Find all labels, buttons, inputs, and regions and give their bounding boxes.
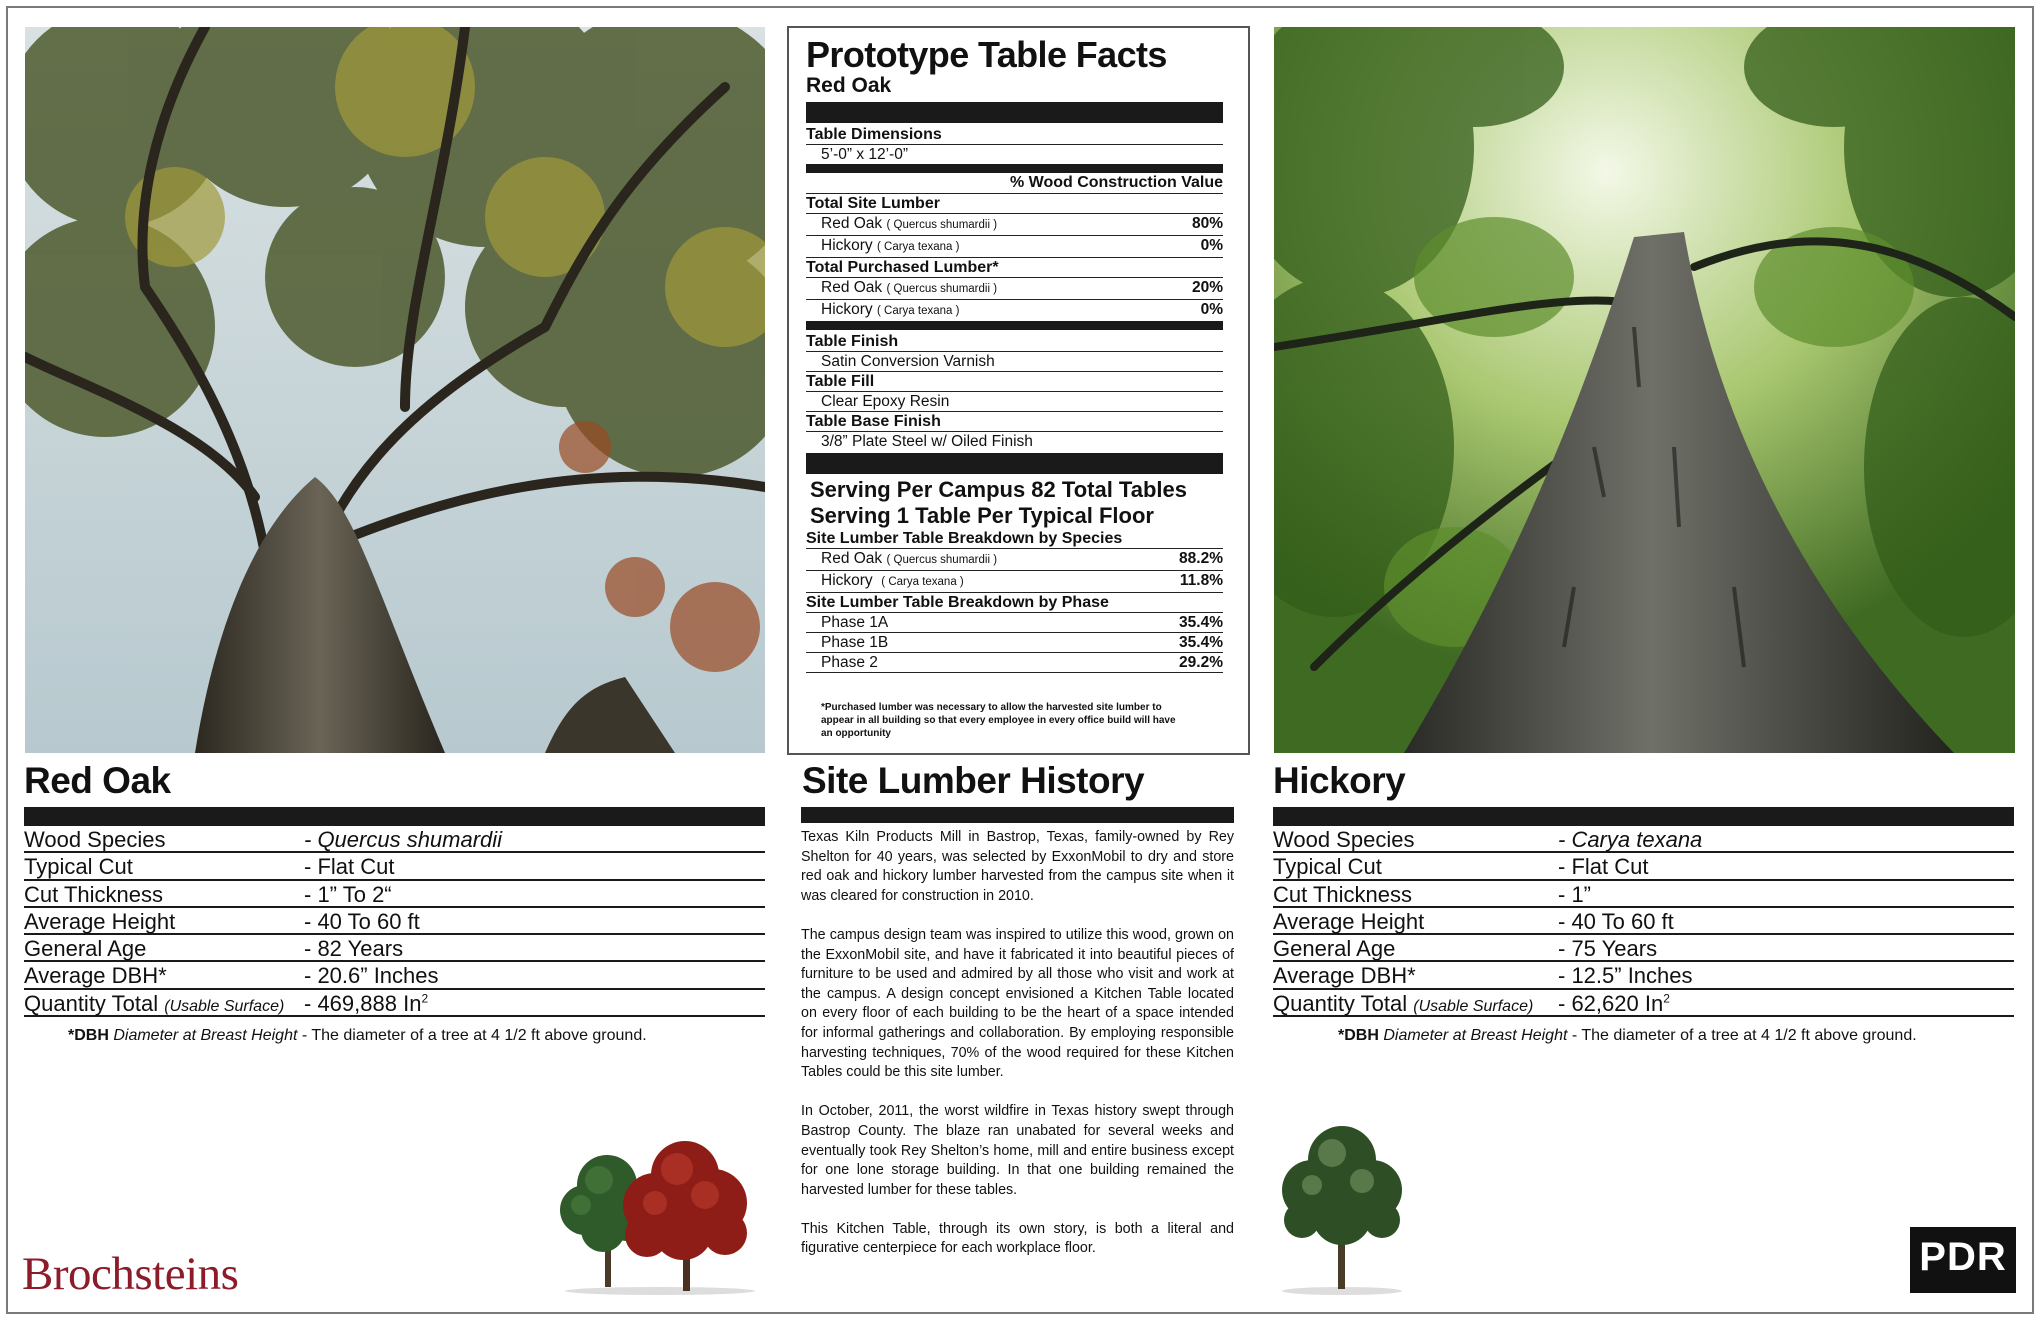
red-oak-title-bar (24, 807, 765, 826)
fill-value: Clear Epoxy Resin (806, 392, 1223, 412)
purchased-lumber-heading: Total Purchased Lumber* (806, 258, 1223, 278)
brochsteins-logo: Brochsteins (22, 1248, 239, 1300)
spec-row: Average DBH* - 12.5” Inches (1273, 962, 2014, 989)
site-lumber-row: Red Oak ( Quercus shumardii ) 80% (806, 214, 1223, 236)
pdr-logo: PDR (1910, 1227, 2016, 1293)
history-paragraph: This Kitchen Table, through its own story, is both a literal and figurative centerpiece for each workplace floor. (801, 1220, 1234, 1257)
hickory-dbh-note: *DBH Diameter at Breast Height - The diameter of a tree at 4 1/2 ft above ground. (1338, 1027, 1917, 1044)
label-title: Prototype Table Facts (806, 34, 1167, 75)
table-facts-label (787, 26, 1250, 755)
spec-row: Cut Thickness - 1” (1273, 881, 2014, 908)
dimensions-value: 5’-0” x 12’-0” (821, 146, 908, 163)
by-species-row: Red Oak ( Quercus shumardii ) 88.2% (806, 549, 1223, 571)
by-species-row: Hickory ( Carya texana ) 11.8% (806, 571, 1223, 593)
label-rule (806, 321, 1223, 330)
hickory-title: Hickory (1273, 760, 1406, 801)
serving-per-floor: Serving 1 Table Per Typical Floor (810, 503, 1154, 528)
spec-row: Quantity Total (Usable Surface) - 469,888 In$^2$ (24, 990, 765, 1017)
label-footnote: an opportunity (821, 728, 891, 739)
label-footnote: appear in all building so that every employee in every office build will have (821, 715, 1176, 726)
finish-value: Satin Conversion Varnish (806, 352, 1223, 372)
by-phase-row: Phase 1A 35.4% (806, 613, 1223, 633)
hickory-photo (1274, 27, 2015, 753)
spec-row: Typical Cut - Flat Cut (1273, 853, 2014, 880)
history-text (801, 828, 1234, 1279)
history-paragraph: The campus design team was inspired to utilize this wood, grown on the ExxonMobil site, and have it fabricated it into beautiful pieces of furniture to be used and admired by all those who visit and work at the campus. A design concept envisioned a Kitchen Table located on every floor of each building to be the heart of a space intended for informal gatherings and collaboration. By employing responsible harvesting techniques, 70% of the wood required for these Kitchen Tables could be this site lumber. (801, 926, 1234, 1081)
base-finish-heading: Table Base Finish (806, 412, 1223, 432)
by-species-heading: Site Lumber Table Breakdown by Species (806, 529, 1223, 549)
by-phase-heading: Site Lumber Table Breakdown by Phase (806, 593, 1223, 613)
label-footnote: *Purchased lumber was necessary to allow the harvested site lumber to (821, 702, 1162, 713)
spec-row: General Age - 75 Years (1273, 935, 2014, 962)
purchased-lumber-row: Hickory ( Carya texana ) 0% (821, 301, 1223, 318)
by-phase-row: Phase 1B 35.4% (806, 633, 1223, 653)
base-finish-value: 3/8” Plate Steel w/ Oiled Finish (821, 433, 1033, 450)
label-thick-rule (806, 453, 1223, 474)
spec-row: Average DBH* - 20.6” Inches (24, 962, 765, 989)
serving-per-campus: Serving Per Campus 82 Total Tables (810, 477, 1187, 502)
spec-row: Wood Species - Carya texana (1273, 826, 2014, 853)
spec-row: General Age - 82 Years (24, 935, 765, 962)
spec-row: Wood Species - Quercus shumardii (24, 826, 765, 853)
label-subtitle: Red Oak (806, 74, 892, 97)
spec-row: Cut Thickness - 1” To 2“ (24, 881, 765, 908)
fill-heading: Table Fill (806, 372, 1223, 392)
spec-row: Average Height - 40 To 60 ft (24, 908, 765, 935)
red-oak-photo (25, 27, 765, 753)
history-title: Site Lumber History (802, 760, 1145, 801)
history-paragraph: Texas Kiln Products Mill in Bastrop, Texas, family-owned by Rey Shelton for 40 years, was selected by ExxonMobil to dry and store red oak and hickory lumber harvested from the campus site when it was cleared for construction in 2010. (801, 829, 1234, 904)
hickory-title-bar (1273, 807, 2014, 826)
hickory-tree-illustration (1272, 1115, 1412, 1295)
purchased-lumber-row: Red Oak ( Quercus shumardii ) 20% (806, 278, 1223, 300)
spec-row: Quantity Total (Usable Surface) - 62,620 In$^2$ (1273, 990, 2014, 1017)
label-thick-rule (806, 102, 1223, 123)
history-paragraph: In October, 2011, the worst wildfire in Texas history swept through Bastrop County. The blaze ran unabated for several weeks and eventually took Rey Shelton’s home, mill and entire business except for one lone storage building. In that one building remained the harvested lumber for these tables. (801, 1103, 1234, 1198)
by-phase-row: Phase 2 29.2% (806, 653, 1223, 673)
red-oak-dbh-note: *DBH Diameter at Breast Height - The diameter of a tree at 4 1/2 ft above ground. (68, 1027, 647, 1044)
finish-heading: Table Finish (806, 332, 1223, 352)
red-oak-tree-illustration (555, 1125, 765, 1295)
site-lumber-heading: Total Site Lumber (806, 194, 1223, 214)
history-title-bar (801, 807, 1234, 823)
red-oak-spec-table (24, 826, 765, 1017)
spec-row: Typical Cut - Flat Cut (24, 853, 765, 880)
dimensions-heading: Table Dimensions (806, 125, 1223, 145)
label-rule (806, 164, 1223, 173)
spec-row: Average Height - 40 To 60 ft (1273, 908, 2014, 935)
red-oak-title: Red Oak (24, 760, 171, 801)
hickory-spec-table (1273, 826, 2014, 1017)
value-header: % Wood Construction Value (806, 173, 1223, 194)
site-lumber-row: Hickory ( Carya texana ) 0% (806, 236, 1223, 258)
